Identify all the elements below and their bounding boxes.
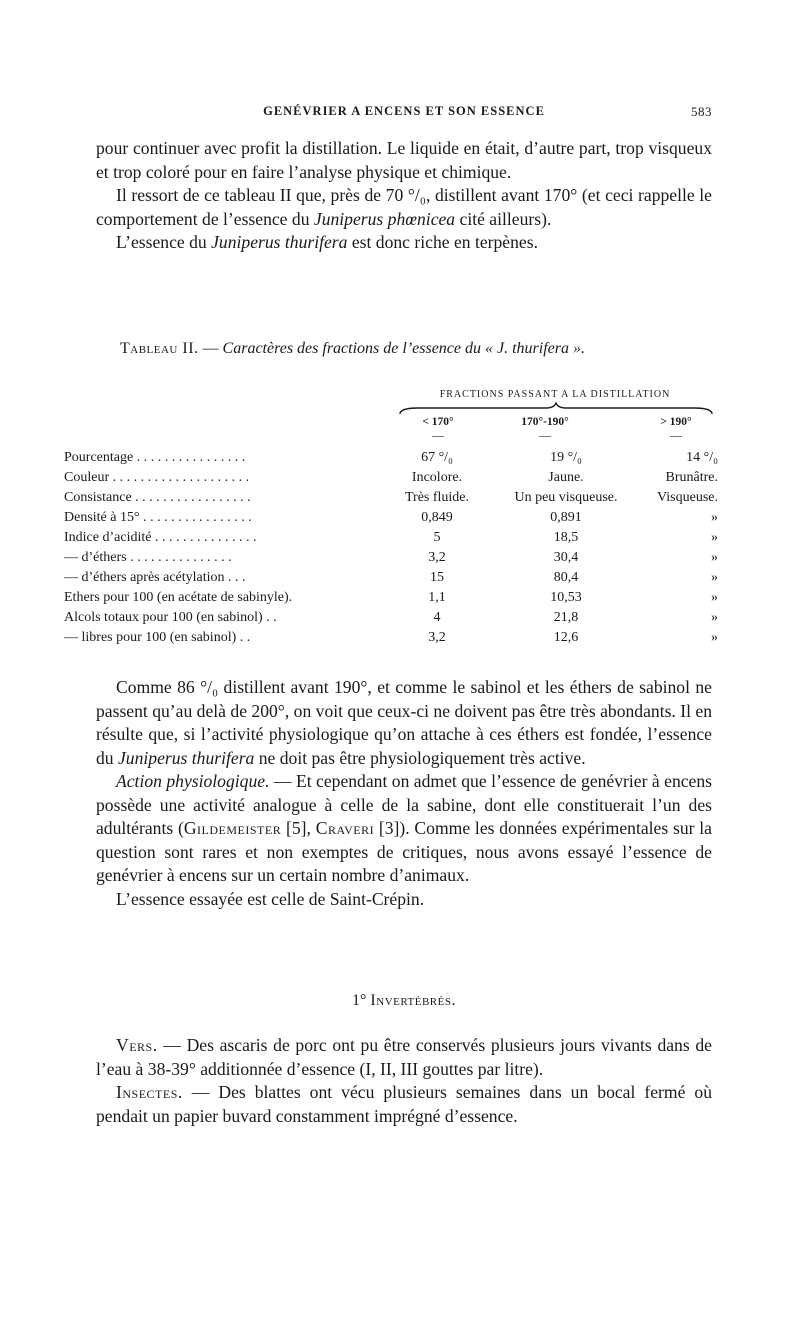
insectes-text: — Des blattes ont vécu plusieurs semaines dans un bocal fermé où pendait un papier buvard constamment imprégné d’essence.: [96, 1082, 712, 1126]
column-header-1: < 170°: [422, 416, 454, 428]
cell-below-170: 4: [433, 610, 441, 625]
cell-below-170: 3,2: [428, 630, 446, 645]
paragraph-3-end: est donc riche en terpènes.: [347, 232, 538, 252]
vers-text: — Des ascaris de porc ont pu être conservés plusieurs jours vivants dans de l’eau à 38-39° additionnée d’essence (I, II, III gouttes par litre).: [96, 1035, 712, 1079]
cell-170-190: 30,4: [553, 550, 579, 565]
cell-below-170: 0,849: [421, 510, 453, 525]
cell-below-170: Très fluide.: [404, 490, 470, 505]
section-number: 1°: [352, 992, 371, 1009]
paragraph-4: [96, 676, 712, 770]
intro-text: [96, 137, 712, 255]
cell-below-170: 3,2: [428, 550, 446, 565]
page-number: 583: [691, 104, 712, 119]
author-craveri: Craveri: [315, 818, 375, 838]
running-head: [96, 104, 712, 124]
cell-above-190: »: [711, 590, 718, 605]
row-label: Densité à 15° . . . . . . . . . . . . . . . .: [64, 510, 252, 525]
vers-label: Vers.: [116, 1035, 158, 1055]
cell-above-190: »: [711, 530, 718, 545]
insectes-label: Insectes.: [116, 1082, 183, 1102]
table-caption-dash: —: [198, 340, 223, 357]
table-caption-title: Caractères des fractions de l’essence du « J. thurifera ».: [222, 340, 585, 357]
cell-170-190: 10,53: [550, 590, 582, 605]
column-group-brace: [398, 402, 714, 416]
row-label: — d’éthers après acétylation . . .: [64, 570, 246, 585]
paragraph-1: pour continuer avec profit la distillation. Le liquide en était, d’autre part, trop visqueux et trop coloré pour en faire l’analyse physique et chimique.: [96, 138, 712, 182]
cell-170-190: 0,891: [550, 510, 582, 525]
cell-170-190: 12,6: [553, 630, 579, 645]
cell-170-190: 18,5: [553, 530, 579, 545]
row-label: Alcols totaux pour 100 (en sabinol) . .: [64, 610, 277, 625]
paragraph-5: [96, 770, 712, 888]
cell-above-190: »: [711, 510, 718, 525]
column-header-3: > 190°: [660, 416, 692, 428]
column-dash-3: —: [670, 428, 682, 442]
section-title: Invertébrés.: [370, 992, 456, 1009]
paragraph-vers: [96, 1034, 712, 1081]
paragraph-5-b: [3]). Comme les données expérimentales sur la question sont rares et non exemptes de critiques, nous avons essayé l’essence de genévrier à encens sur un certain nombre d’animaux.: [96, 818, 712, 885]
paragraph-insectes: [96, 1081, 712, 1128]
table-caption: [120, 340, 712, 358]
species-juniperus-phoenicea: Juniperus phœnicea: [313, 208, 456, 229]
cell-below-170: 5: [433, 530, 441, 545]
row-label: Ethers pour 100 (en acétate de sabinyle).: [64, 590, 293, 605]
column-dash-1: —: [432, 428, 444, 442]
author-gildemeister: Gildemeister: [183, 818, 282, 838]
species-juniperus-thurifera: Juniperus thurifera: [211, 232, 348, 252]
cell-170-190: Un peu visqueuse.: [514, 490, 618, 505]
table-caption-label: Tableau II.: [120, 340, 199, 357]
cell-170-190: 19 °/₀: [550, 450, 582, 465]
paragraph-2-end: cité ailleurs).: [455, 208, 552, 229]
paragraph-4-end: ne doit pas être physiologiquement très active.: [254, 747, 586, 768]
cell-below-170: Incolore.: [411, 470, 463, 485]
closing-text: [96, 1034, 712, 1128]
paragraph-2: [96, 184, 712, 231]
cell-above-190: »: [711, 630, 718, 645]
species-juniperus-thurifera-2: Juniperus thurifera: [118, 747, 255, 768]
action-physiologique-heading: Action physiologique.: [116, 771, 270, 791]
cell-above-190: Visqueuse.: [657, 490, 718, 505]
paragraph-3-start: L’essence du: [116, 232, 212, 252]
paragraph-4-start: Comme 86 °/₀ distillent avant 190°, et comme le sabinol et les éthers de sabinol ne passent qu’au delà de 200°, on voit que ceux-ci ne doivent pas être très abondants. Il en résulte que, si l’activité physiologique qu’on attache à ces éthers est fondée, l’essence du: [96, 677, 712, 768]
section-heading: [96, 992, 712, 1010]
row-label: — d’éthers . . . . . . . . . . . . . . .: [64, 550, 232, 565]
row-label: Pourcentage . . . . . . . . . . . . . . . .: [64, 450, 246, 465]
cell-below-170: 67 °/₀: [421, 450, 453, 465]
body-text: [96, 676, 712, 911]
cell-above-190: »: [711, 570, 718, 585]
row-label: — libres pour 100 (en sabinol) . .: [64, 630, 251, 645]
cell-above-190: 14 °/₀: [686, 450, 718, 465]
running-head-title: GENÉVRIER A ENCENS ET SON ESSENCE: [263, 104, 545, 118]
table-group-header: FRACTIONS PASSANT A LA DISTILLATION: [439, 389, 671, 400]
paragraph-3: [96, 231, 712, 255]
reference-5: [5],: [281, 818, 316, 838]
cell-below-170: 15: [430, 570, 444, 585]
paragraph-5-a: — Et cependant on admet que l’essence de genévrier à encens possède une activité analogue à celle de la sabine, dont elle constituerait l’un des adultérants (: [96, 771, 712, 838]
row-label: Consistance . . . . . . . . . . . . . . . . .: [64, 490, 251, 505]
cell-170-190: 21,8: [553, 610, 579, 625]
row-label: Indice d’acidité . . . . . . . . . . . . . . .: [64, 530, 257, 545]
paragraph-2-start: Il ressort de ce tableau II que, près de 70 °/₀, distillent avant 170° (et ceci rappelle le comportement de l’essence du: [96, 185, 712, 229]
cell-above-190: Brunâtre.: [665, 470, 718, 485]
cell-above-190: »: [711, 550, 718, 565]
row-label: Couleur . . . . . . . . . . . . . . . . . . . .: [64, 470, 250, 485]
paragraph-6: L’essence essayée est celle de Saint-Crépin.: [116, 888, 425, 909]
cell-170-190: 80,4: [553, 570, 579, 585]
column-dash-2: —: [539, 428, 551, 442]
cell-below-170: 1,1: [428, 590, 446, 605]
cell-170-190: Jaune.: [548, 470, 584, 485]
cell-above-190: »: [711, 610, 718, 625]
column-header-2: 170°-190°: [521, 416, 569, 428]
